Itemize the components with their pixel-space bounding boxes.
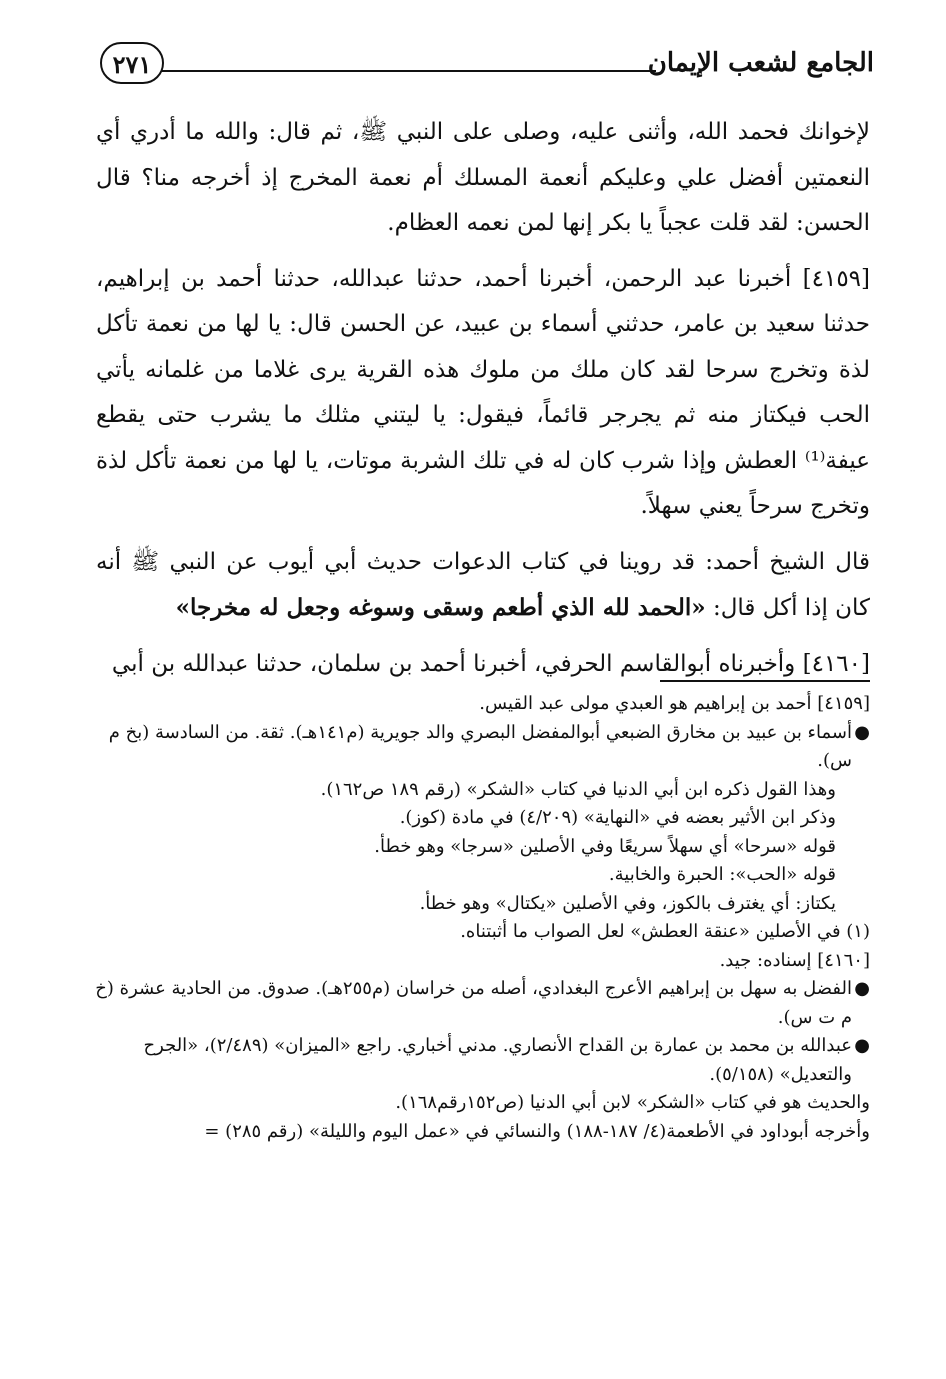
footnote-line: قوله «سرحا» أي سهلاً سريعًا وفي الأصلين «سرجا» وهو خطأ.	[374, 835, 836, 857]
paragraph-4159	[96, 257, 870, 530]
footnote-line: وهذا القول ذكره ابن أبي الدنيا في كتاب «الشكر» (رقم ١٨٩ ص١٦٢).	[320, 778, 836, 800]
footnote-line: والحديث هو في كتاب «الشكر» لابن أبي الدنيا (ص١٥٢رقم١٦٨).	[395, 1092, 870, 1113]
footnote-line: [٤١٥٩] أحمد بن إبراهيم هو العبدي مولى عبد القيس.	[479, 693, 870, 714]
hadith-text: وأخبرناه أبوالقاسم الحرفي، أخبرنا أحمد بن سلمان، حدثنا عبدالله بن أبي	[111, 650, 796, 677]
footnote-line: [٤١٦٠] إسناده: جيد.	[719, 949, 870, 971]
bullet-icon: ●	[854, 978, 870, 999]
footnote-separator	[660, 680, 870, 682]
footnote-line: يكتاز: أي يغترف بالكوز، وفي الأصلين «يكتال» وهو خطأ.	[419, 892, 836, 914]
sheikh-ahmad-text: قال الشيخ أحمد: قد روينا في كتاب الدعوات حديث أبي أيوب عن النبي ﷺ أنه كان إذا أكل قال:	[96, 548, 870, 621]
page-header	[100, 40, 874, 96]
dua-quote: «الحمد لله الذي أطعم وسقى وسوغه وجعل له مخرجا»	[175, 594, 706, 621]
bullet-icon: ●	[854, 1035, 870, 1056]
footnote-bullet	[92, 975, 870, 1032]
footnote-line: (١) في الأصلين «عنقة العطش» لعل الصواب ما أثبتناه.	[460, 921, 870, 942]
paragraph-sheikh-ahmad	[96, 540, 870, 632]
running-title: الجامع لشعب الإيمان	[647, 48, 874, 78]
main-text	[96, 110, 870, 697]
footnote-line: وأخرجه أبوداود في الأطعمة(٤/ ١٨٧-١٨٨) والنسائي في «عمل اليوم والليلة» (رقم ٢٨٥) =	[204, 1120, 870, 1142]
hadith-number: [٤١٥٩]	[802, 265, 871, 292]
footnote-line: وذكر ابن الأثير بعضه في «النهاية» (٤/٢٠٩) في مادة (كوز).	[399, 807, 836, 828]
hadith-text: أخبرنا عبد الرحمن، أخبرنا أحمد، حدثنا عبدالله، حدثنا أحمد بن إبراهيم، حدثنا سعيد بن عامر، حدثني أسماء بن عبيد، عن الحسن قال: يا لها من نعمة تأكل لذة وتخرج سرحا لقد كان ملك من ملوك هذه القرية يرى غلاما من غلمانه يأتي الحب فيكتاز منه ثم يجرجر قائماً، فيقول: يا ليتني مثلك ما يشرب حتى يقطع عيفة⁽¹⁾ العطش وإذا شرب كان له في تلك الشربة موتات، يا لها من نعمة تأكل لذة وتخرج سرحاً يعني سهلاً.	[96, 265, 870, 519]
paragraph-1: لإخوانك فحمد الله، وأثنى عليه، وصلى على النبي ﷺ، ثم قال: والله ما أدري أي النعمتين أفضل علي وعليكم أنعمة المسلك أم نعمة المخرج إذ أخرجه منا؟ قال الحسن: لقد قلت عجباً يا بكر إنها لمن نعمه العظام.	[96, 119, 870, 236]
header-rule	[162, 70, 656, 72]
footnote-line: الفضل به سهل بن إبراهيم الأعرج البغدادي، أصله من خراسان (م٢٥٥هـ). صدوق. من الحادية عشرة (خ م ت س).	[95, 978, 852, 1028]
footnote-line: قوله «الحب»: الحبرة والخابية.	[608, 864, 836, 885]
bullet-icon: ●	[854, 721, 870, 743]
footnote-bullet	[92, 719, 870, 776]
page-number: ٢٧١	[100, 42, 164, 84]
footnotes	[92, 690, 870, 1146]
footnote-line: أسماء بن عبيد بن مخارق الضبعي أبوالمفضل البصري والد جويرية (م١٤١هـ). ثقة. من السادسة (بخ م س).	[108, 721, 852, 771]
footnote-bullet	[92, 1032, 870, 1089]
hadith-number: [٤١٦٠]	[802, 650, 870, 677]
footnote-line: عبدالله بن محمد بن عمارة بن القداح الأنصاري. مدني أخباري. راجع «الميزان» (٢/٤٨٩)، «الجرح والتعديل» (٥/١٥٨).	[143, 1035, 852, 1085]
